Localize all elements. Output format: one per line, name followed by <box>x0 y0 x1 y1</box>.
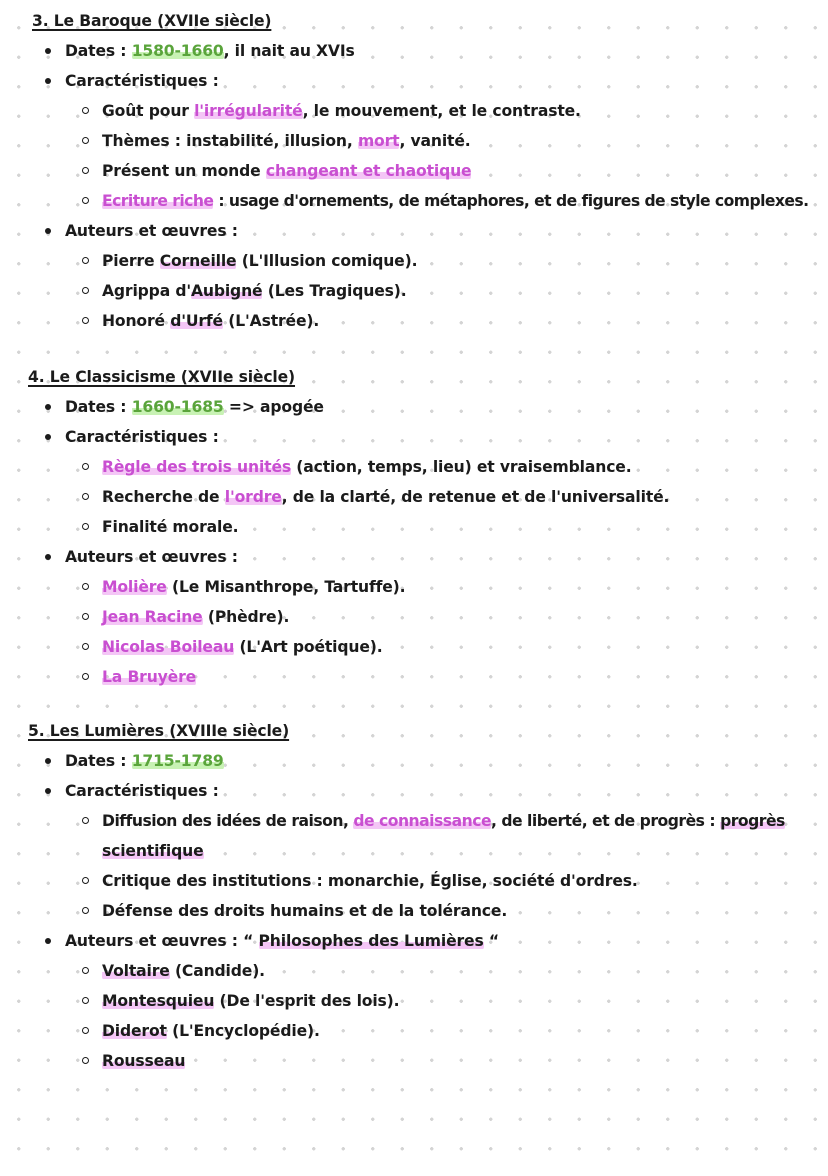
section-title: 5. Les Lumières (XVIIIe siècle) <box>28 722 290 740</box>
highlighted-text: Diderot <box>102 1022 167 1040</box>
text-span: (De l'esprit des lois). <box>214 992 400 1010</box>
dates-line <box>65 392 324 422</box>
text-span: Diffusion des idées de raison, <box>102 812 354 830</box>
list-item <box>102 1046 185 1076</box>
highlighted-text: La Bruyère <box>102 668 197 686</box>
list-item <box>102 156 471 186</box>
highlighted-text: progrès <box>720 812 785 830</box>
list-item <box>102 512 238 542</box>
carac-label: Caractéristiques : <box>65 776 219 806</box>
dates-line <box>65 36 355 66</box>
highlighted-text: Nicolas Boileau <box>102 638 235 656</box>
highlighted-text: de connaissance <box>353 812 492 830</box>
list-item <box>102 246 417 276</box>
text-span: (L'Illusion comique). <box>236 252 418 270</box>
highlighted-text: changeant et chaotique <box>265 162 472 180</box>
text-span: Pierre <box>102 252 160 270</box>
carac-label: Caractéristiques : <box>65 422 219 452</box>
list-item <box>102 482 669 512</box>
list-item <box>102 572 405 602</box>
text-span: (Les Tragiques). <box>262 282 407 300</box>
highlighted-text: scientifique <box>102 842 204 860</box>
text-span: (L'Art poétique). <box>234 638 383 656</box>
list-item <box>102 96 581 126</box>
text-span: (L'Astrée). <box>222 312 320 330</box>
text-span: Finalité morale. <box>102 518 239 536</box>
text-span: (Candide). <box>169 962 265 980</box>
list-item <box>102 956 265 986</box>
highlighted-text: Ecriture riche <box>102 192 214 210</box>
text-span: Honoré <box>102 312 171 330</box>
list-item <box>102 186 809 216</box>
highlighted-text: Corneille <box>159 252 237 270</box>
text-span: , de la clarté, de retenue et de l'universalité. <box>281 488 670 506</box>
list-item <box>102 602 289 632</box>
dates-value: 1580-1660 <box>131 42 224 60</box>
text-span: (Le Misanthrope, Tartuffe). <box>166 578 406 596</box>
highlighted-text: 1660-1685 <box>131 398 224 416</box>
text-span: (action, temps, lieu) et vraisemblance. <box>291 458 632 476</box>
highlighted-text: Règle des trois unités <box>102 458 292 476</box>
list-item <box>102 896 507 926</box>
authors-label: Auteurs et œuvres : <box>65 542 238 572</box>
highlighted-text: Jean Racine <box>102 608 203 626</box>
list-item <box>102 866 638 896</box>
highlighted-text: Montesquieu <box>102 992 215 1010</box>
authors-label <box>65 926 499 956</box>
text-span: Agrippa d' <box>102 282 191 300</box>
authors-label: Auteurs et œuvres : <box>65 216 238 246</box>
text-span: Dates : <box>65 752 132 770</box>
text-span: Défense des droits humains et de la tolérance. <box>102 902 508 920</box>
highlighted-text: d'Urfé <box>170 312 223 330</box>
dates-rest: , il nait au XVIs <box>223 42 355 60</box>
highlighted-text: Molière <box>102 578 167 596</box>
highlighted-text: mort <box>357 132 400 150</box>
text-span: Présent un monde <box>102 162 266 180</box>
highlighted-text: Philosophes des Lumières <box>258 932 484 950</box>
text-span: , vanité. <box>399 132 471 150</box>
text-span: Recherche de <box>102 488 225 506</box>
carac-label: Caractéristiques : <box>65 66 219 96</box>
list-item <box>102 632 383 662</box>
highlighted-text: Aubigné <box>190 282 263 300</box>
text-span: , de liberté, et de progrès : <box>491 812 721 830</box>
list-item <box>102 1016 320 1046</box>
text-span: Critique des institutions : monarchie, Église, société d'ordres. <box>102 872 638 890</box>
text-span: Dates : <box>65 398 132 416</box>
highlighted-text: Voltaire <box>102 962 170 980</box>
list-item <box>102 806 785 836</box>
text-span: => apogée <box>223 398 324 416</box>
text-span: : usage d'ornements, de métaphores, et de figures de style complexes. <box>213 192 809 210</box>
text-span: Thèmes : instabilité, illusion, <box>102 132 358 150</box>
list-item <box>102 986 399 1016</box>
dates-label: Dates : <box>65 42 132 60</box>
highlighted-text: l'ordre <box>224 488 282 506</box>
dates-line <box>65 746 224 776</box>
text-span: “ <box>483 932 499 950</box>
section-title: 4. Le Classicisme (XVIIe siècle) <box>28 368 296 386</box>
highlighted-text: Rousseau <box>102 1052 186 1070</box>
text-span: (L'Encyclopédie). <box>166 1022 320 1040</box>
text-span: Auteurs et œuvres : “ <box>65 932 259 950</box>
list-item <box>102 276 407 306</box>
list-item <box>102 126 471 156</box>
list-item <box>102 662 196 692</box>
section-title: 3. Le Baroque (XVIIe siècle) <box>32 12 272 30</box>
highlighted-text: 1715-1789 <box>131 752 224 770</box>
text-span: Goût pour <box>102 102 195 120</box>
list-item <box>102 452 631 482</box>
list-item <box>102 306 319 336</box>
highlighted-text: l'irrégularité <box>194 102 303 120</box>
text-span: , le mouvement, et le contraste. <box>302 102 581 120</box>
text-span: (Phèdre). <box>202 608 290 626</box>
list-item-continuation <box>102 836 204 866</box>
